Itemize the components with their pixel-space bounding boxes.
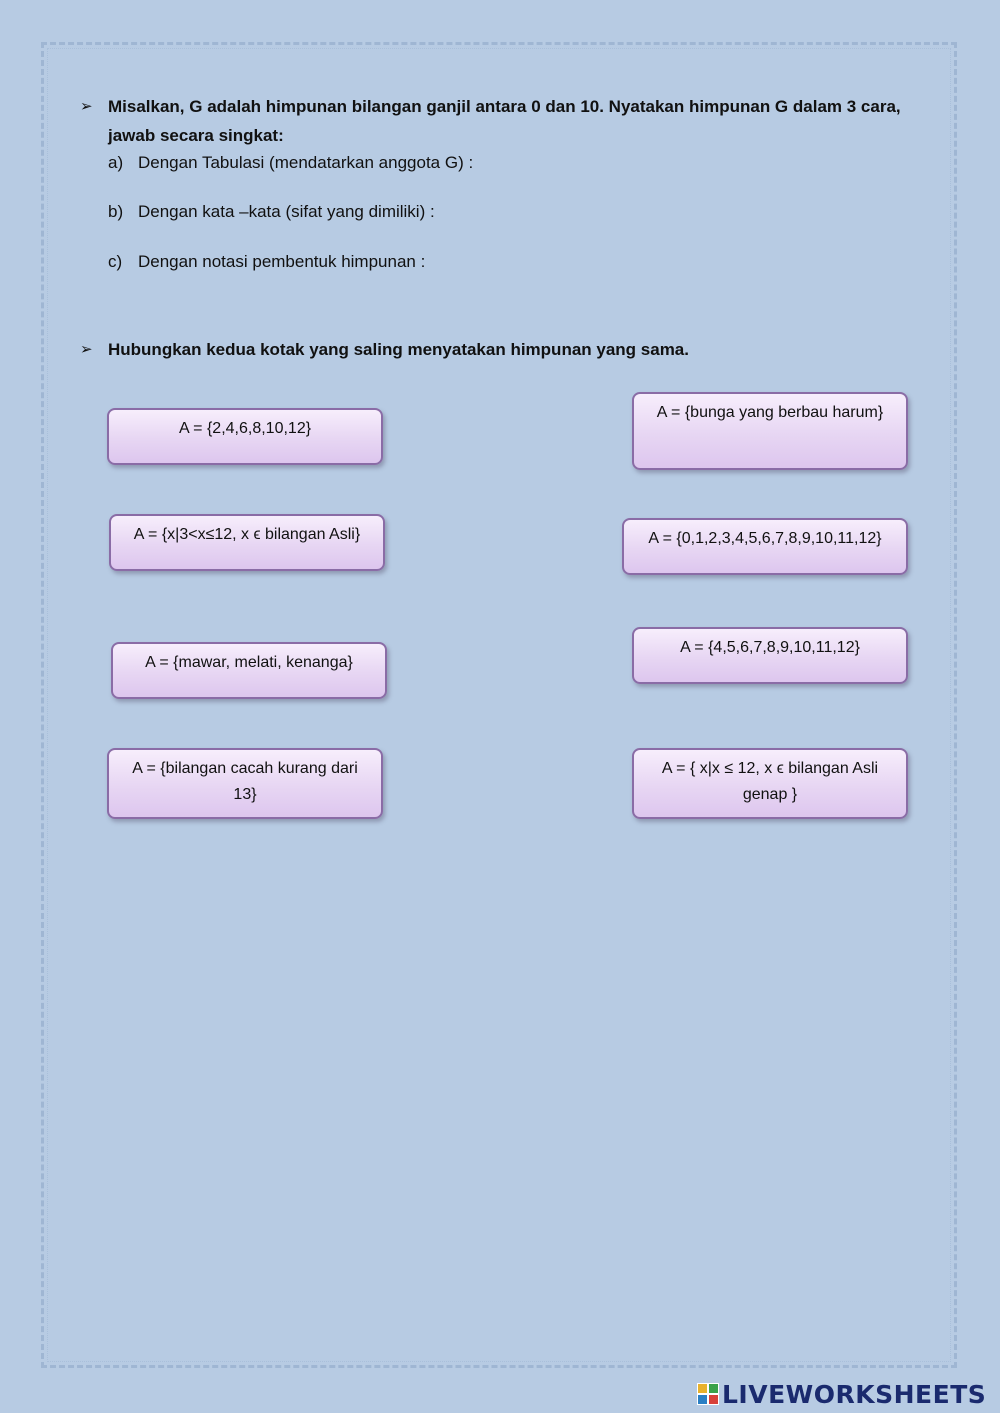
left-box-2[interactable]: A = {x|3<x≤12, x ϵ bilangan Asli} [109,514,385,571]
right-box-4[interactable]: A = { x|x ≤ 12, x ϵ bilangan Asli genap } [632,748,908,819]
right-box-1[interactable]: A = {bunga yang berbau harum} [632,392,908,470]
question-1-line-2: jawab secara singkat: [108,126,284,145]
sub-item-text: Dengan Tabulasi (mendatarkan anggota G) : [138,153,474,172]
bullet-arrow-icon: ➢ [80,341,93,358]
page-border [41,42,957,1368]
left-box-3[interactable]: A = {mawar, melati, kenanga} [111,642,387,699]
left-box-4[interactable]: A = {bilangan cacah kurang dari 13} [107,748,383,819]
sub-item-c [108,250,425,274]
question-2-text: Hubungkan kedua kotak yang saling menyatakan himpunan yang sama. [108,340,689,359]
question-1-line-1: Misalkan, G adalah himpunan bilangan ganjil antara 0 dan 10. Nyatakan himpunan G dalam 3 cara, [108,97,901,116]
sub-item-label: b) [108,202,124,221]
left-box-1[interactable]: A = {2,4,6,8,10,12} [107,408,383,465]
sub-item-text: Dengan notasi pembentuk himpunan : [138,252,426,271]
logo-text: LIVEWORKSHEETS [722,1379,987,1409]
question-2 [80,335,960,365]
sub-item-b [108,200,435,224]
liveworksheets-logo [697,1378,986,1410]
right-box-2[interactable]: A = {0,1,2,3,4,5,6,7,8,9,10,11,12} [622,518,908,575]
liveworksheets-logo-icon [697,1383,719,1405]
sub-item-a [108,151,473,175]
sub-item-text: Dengan kata –kata (sifat yang dimiliki) : [138,202,435,221]
question-1 [80,92,960,152]
sub-item-label: c) [108,252,123,271]
bullet-arrow-icon: ➢ [80,98,93,115]
sub-item-label: a) [108,153,124,172]
right-box-3[interactable]: A = {4,5,6,7,8,9,10,11,12} [632,627,908,684]
